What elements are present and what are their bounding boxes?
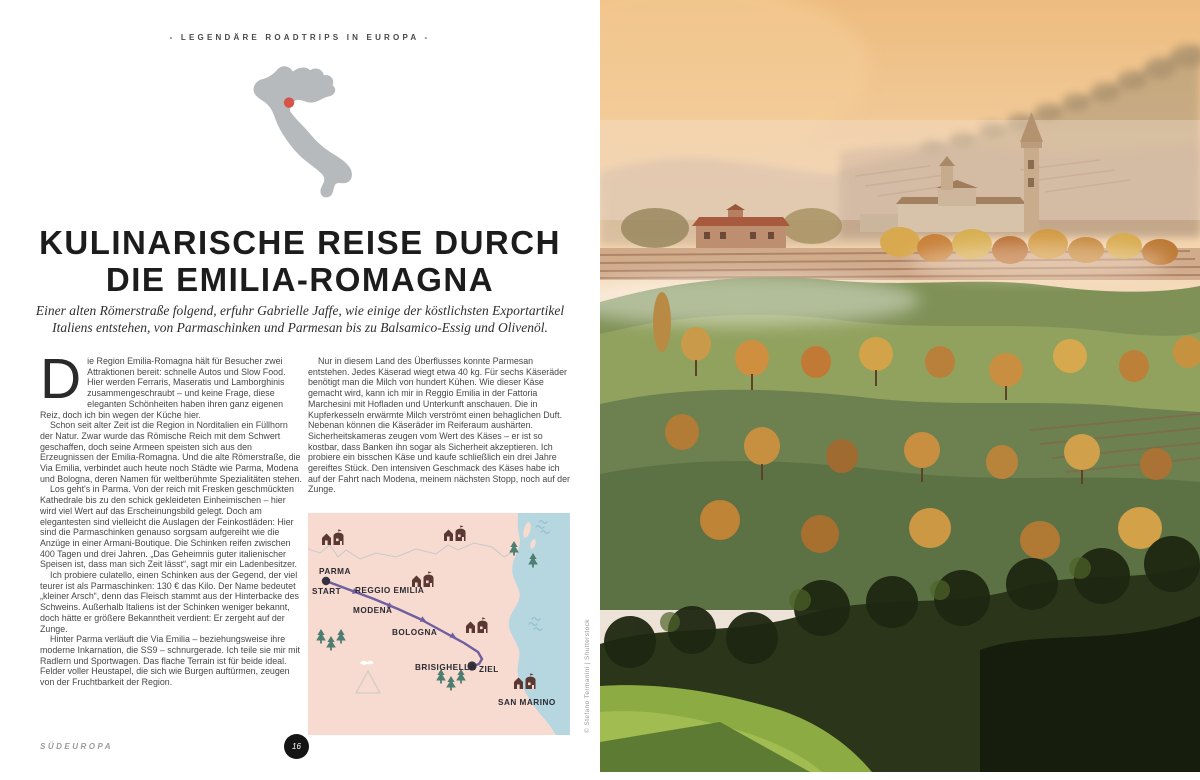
paragraph: Nur in diesem Land des Überflusses konnte Parmesan entstehen. Jedes Käserad wiegt etwa 40 kg. Für sechs Käseräder benötigt man die Milch von hundert Kühen. Wie dieser Käse gemacht wird, kann ich mir in Reggio Emilia in der Fattoria Marchesini mit Hofladen und Unterkunft anschauen. Die in Kupferkesseln erwärmte Milch verströmt einen behaglichen Duft. Nebenan können die Käseräder im Reiferaum aushärten. Sicherheitskameras zeugen vom Wert des Käses – er ist so kostbar, dass Banken ihn sogar als Sicherheit akzeptieren. Ich probiere ein bisschen Käse und kaufe schließlich ein drei Jahre gereiftes Stück. Den intensiven Geschmack des Käses habe ich auf der Fahrt nach Modena, meinem nächsten Stopp, noch auf der Zunge.: [308, 356, 570, 495]
drop-cap: D: [40, 347, 82, 411]
kicker: - LEGENDÄRE ROADTRIPS IN EUROPA -: [169, 33, 431, 42]
section-label: SÜDEUROPA: [40, 742, 114, 751]
body-column-2: [308, 356, 570, 495]
map-label-ziel: ZIEL: [479, 665, 499, 674]
map-label-san-marino: SAN MARINO: [498, 698, 556, 707]
map-label-start: START: [312, 587, 342, 596]
map-label-modena: MODENA: [353, 606, 393, 615]
standfirst: Einer alten Römerstraße folgend, erfuhr Gabrielle Jaffe, wie einige der köstlichsten Exportartikel Italiens entstehen, von Parmaschinken und Parmesan bis zu Balsamico-Essig und Olivenöl.: [35, 303, 565, 335]
route-map-illustration: [308, 513, 570, 735]
paragraph: Ich probiere culatello, einen Schinken aus der Gegend, der viel teurer ist als Parmaschinken: 130 € das Kilo. Der Name bedeutet „kleiner Arsch“, denn das Fleisch stammt aus der Hinterbacke des Schweins. Außerhalb Italiens ist der Schinken weniger bekannt, doch hätte er größere Bekanntheit verdient: Er zergeht auf der Zunge.: [40, 570, 299, 634]
map-label-reggio: REGGIO EMILIA: [355, 586, 425, 595]
body-column-1: [40, 347, 302, 688]
start-dot: [322, 577, 330, 585]
photo-mist: [910, 244, 1170, 280]
landscape-photo: [600, 0, 1200, 772]
map-label-parma: PARMA: [319, 567, 351, 576]
paragraph: Schon seit alter Zeit ist die Region in Norditalien ein Füllhorn der Natur. Zwar wurde das Römische Reich mit dem Schwert geschaffen, doch seine Armeen speisten sich aus den Erzeugnissen der Emilia-Romagna. Und die alte Römerstraße, die Via Emilia, verbindet auch heute noch Städte wie Parma, Modena und Bologna, deren Namen für weltberühmte Spezialitäten stehen.: [40, 420, 302, 484]
photo-credit: © Stefano Termanini | Shutterstock: [584, 619, 591, 733]
italy-silhouette-icon: [243, 60, 355, 200]
paragraph: Los geht's in Parma. Von der reich mit Fresken geschmückten Kathedrale bis zu den schick gekleideten Einheimischen – hier wird viel Wert auf das Erscheinungsbild gelegt. Doch am elegantesten sind vielleicht die Auslagen der Feinkostläden: Hier sind die Parmaschinken genauso sorgsam aufgereiht wie die Anzüge in einer Armani-Boutique. Die Schinken reifen zwischen 400 Tagen und drei Jahren. „Das Geheimnis guter italienischer Speisen ist, dass man sich Zeit lässt“, sagt mir ein Ladenbesitzer.: [40, 484, 297, 570]
photo-farmhouse: [621, 204, 842, 248]
map-label-brisighella: BRISIGHELLA: [415, 663, 476, 672]
page-number-badge: 16: [285, 735, 308, 758]
paragraph-text: ie Region Emilia-Romagna hält für Besucher zwei Attraktionen bereit: schnelle Autos und Slow Food. Hier werden Ferraris, Maseratis und Lamborghinis zusammengeschraubt – und keine Frage, diese eleganten Schönheiten haben ihren ganz eigenen Reiz, doch ich bin wegen der Küche hier.: [40, 356, 286, 420]
page-title-line1: KULINARISCHE REISE DURCH: [39, 224, 561, 261]
region-marker-dot: [284, 97, 294, 107]
paragraph: [40, 347, 302, 420]
italy-locator-map: [243, 60, 355, 200]
route-map: [308, 513, 570, 735]
map-label-bologna: BOLOGNA: [392, 628, 438, 637]
paragraph: Hinter Parma verläuft die Via Emilia – beziehungsweise ihre moderne Inkarnation, die SS9 – schnurgerade. Ich teile sie mir mit Radlern und Sportwagen. Das flache Terrain ist für beide ideal. Felder voller Heustapel, die sich wie Burgen auftürmen, zeugen von der Fruchtbarkeit der Region.: [40, 634, 300, 688]
page-title-line2: DIE EMILIA-ROMAGNA: [105, 261, 495, 298]
landscape-illustration: [600, 0, 1200, 772]
page-title: [20, 224, 580, 298]
